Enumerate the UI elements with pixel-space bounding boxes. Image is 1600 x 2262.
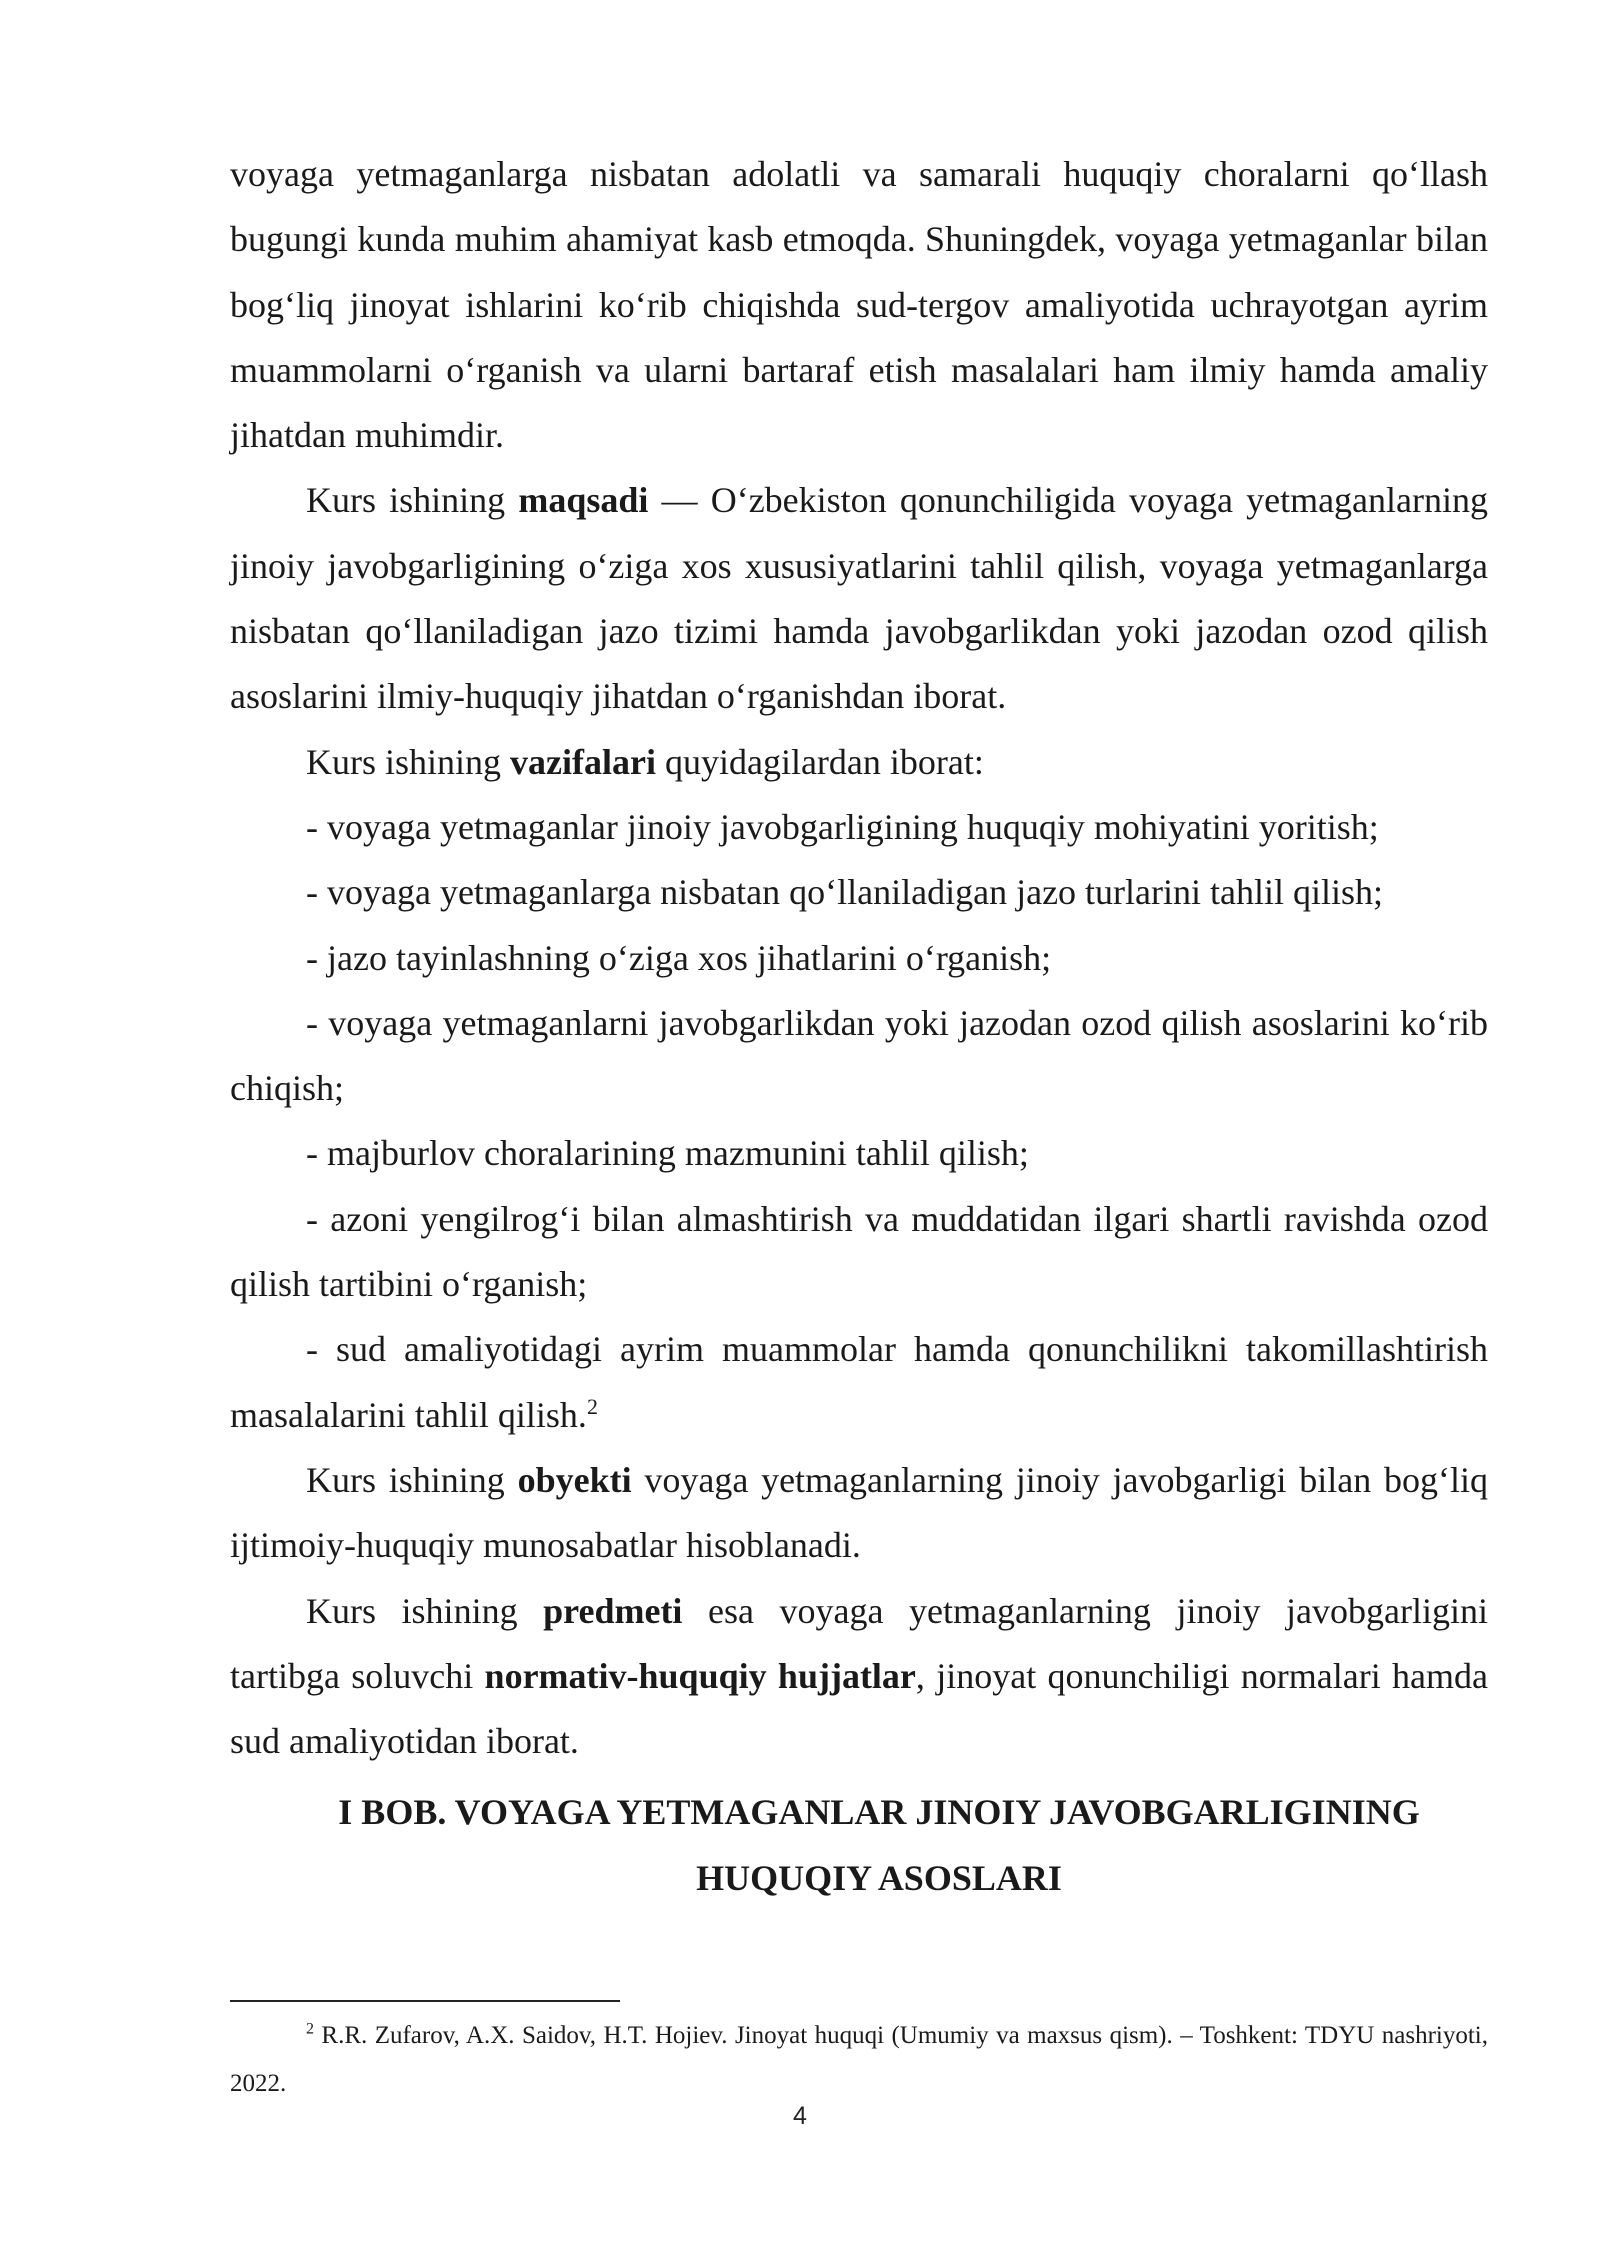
task-item: - jazo tayinlashning o‘ziga xos jihatlarini o‘rganish; [306, 937, 1052, 978]
page-number: 4 [793, 2102, 807, 2130]
subject-paragraph [230, 1579, 1488, 1775]
task-item: - majburlov choralarining mazmunini tahlil qilish; [306, 1133, 1029, 1174]
aim-prefix: Kurs ishining [306, 480, 519, 521]
task-item: - voyaga yetmaganlarga nisbatan qo‘llaniladigan jazo turlarini tahlil qilish; [306, 872, 1384, 913]
footnote-separator [230, 2000, 620, 2002]
object-text: voyaga yetmaganlarning jinoiy javobgarligi bilan bog‘liq ijtimoiy-huquqiy munosabatlar hisoblanadi. [230, 1459, 1488, 1566]
intro-paragraph: voyaga yetmaganlarga nisbatan adolatli va samarali huquqiy choralarni qo‘llash bugungi kunda muhim ahamiyat kasb etmoqda. Shuningdek, voyaga yetmaganlar bilan bog‘liq jinoyat ishlarini ko‘rib chiqishda sud-tergov amaliyotida uchrayotgan ayrim muammolarni o‘rganish va ularni bartaraf etish masalalari ham ilmiy hamda amaliy jihatdan muhimdir. [230, 154, 1488, 456]
footnote-number: 2 [306, 2020, 314, 2038]
task-item-last [230, 1317, 1488, 1448]
aim-keyword: maqsadi [518, 480, 649, 521]
subject-text-end: , jinoyat qonunchiligi normalari hamda sud amaliyotidan iborat. [230, 1655, 1488, 1762]
aim-paragraph [230, 468, 1488, 729]
tasks-keyword: vazifalari [510, 741, 656, 782]
task-item: - voyaga yetmaganlar jinoiy javobgarligining huquqiy mohiyatini yoritish; [306, 806, 1379, 847]
object-prefix: Kurs ishining [306, 1459, 518, 1500]
task-item: - voyaga yetmaganlarni javobgarlikdan yoki jazodan ozod qilish asoslarini ko‘rib chiqish; [230, 1002, 1488, 1109]
chapter-heading [230, 1780, 1488, 1911]
chapter-heading-line-1: I BOB. VOYAGA YETMAGANLAR JINOIY JAVOBGARLIGINING [338, 1792, 1420, 1833]
tasks-intro-text: quyidagilardan iborat: [655, 741, 984, 782]
task-item: - azoni yengilrog‘i bilan almashtirish va muddatidan ilgari shartli ravishda ozod qilish tartibini o‘rganish; [230, 1198, 1488, 1305]
subject-text: esa voyaga yetmaganlarning jinoiy javobgarligini tartibga soluvchi [230, 1590, 1489, 1696]
footnote-text: R.R. Zufarov, A.X. Saidov, H.T. Hojiev. Jinoyat huquqi (Umumiy va maxsus qism). – Toshkent: TDYU nashriyoti, 2022. [230, 2022, 1488, 2097]
tasks-intro-paragraph [230, 730, 1488, 795]
page-body [230, 142, 1488, 1911]
subject-prefix: Kurs ishining [306, 1590, 544, 1631]
subject-keyword: predmeti [543, 1590, 683, 1631]
aim-text: — O‘zbekiston qonunchiligida voyaga yetmaganlarning jinoiy javobgarligining o‘ziga xos xususiyatlarini tahlil qilish, voyaga yetmaganlarga nisbatan qo‘llaniladigan jazo tizimi hamda javobgarlikdan yoki jazodan ozod qilish asoslarini ilmiy-huquqiy jihatdan o‘rganishdan iborat. [230, 480, 1488, 717]
subject-emphasis: normativ-huquqiy hujjatlar [484, 1655, 916, 1696]
task-item-text: - sud amaliyotidagi ayrim muammolar hamda qonunchilikni takomillashtirish masalalarini tahlil qilish. [230, 1329, 1488, 1435]
object-keyword: obyekti [517, 1459, 632, 1500]
object-paragraph [230, 1448, 1488, 1579]
footnote [230, 2012, 1488, 2108]
chapter-heading-line-2: HUQUQIY ASOSLARI [696, 1857, 1062, 1898]
footnote-reference[interactable]: 2 [586, 1393, 598, 1419]
tasks-intro-prefix: Kurs ishining [306, 741, 511, 782]
